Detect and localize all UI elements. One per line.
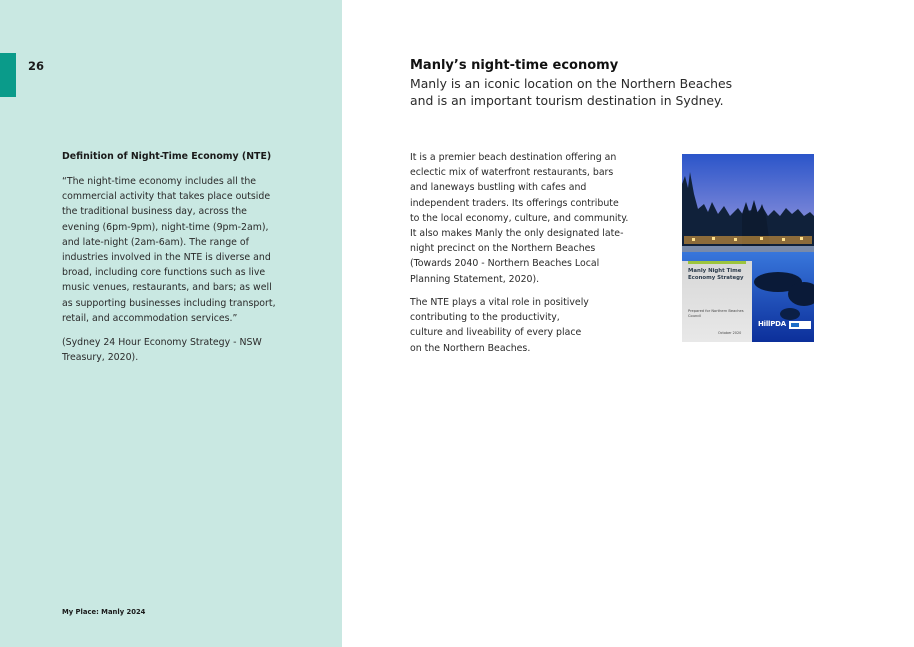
section-title: Manly’s night-time economy bbox=[410, 58, 619, 73]
cover-accent-bar bbox=[688, 261, 746, 264]
definition-heading: Definition of Night-Time Economy (NTE) bbox=[62, 151, 272, 162]
definition-quote: “The night-time economy includes all the commercial activity that takes place outside the traditional business day, across the evening (6pm-9pm), night-time (9pm-2am), and late-night (2am-6am). The range of industries involved in the NTE is diverse and broad, including core functions such as live music venues, restaurants, and bars; as well as supporting businesses including transport, retail, and accommodation services.” bbox=[62, 176, 276, 324]
cover-date: October 2020 bbox=[718, 331, 742, 335]
cover-prepared-for: Prepared for Northern Beaches Council bbox=[688, 309, 744, 318]
council-logo-mark-icon bbox=[791, 323, 799, 327]
page-tab bbox=[0, 53, 16, 97]
body-paragraph-1: It is a premier beach destination offering an eclectic mix of waterfront restaurants, bars and laneways bustling with cafes and independent traders. Its offerings contribute to the local economy, culture, and community. It also makes Manly the only designated late-night precinct on the Northern Beaches (Towards 2040 - Northern Beaches Local Planning Statement, 2020). bbox=[410, 152, 629, 285]
definition-source: (Sydney 24 Hour Economy Strategy - NSW Treasury, 2020). bbox=[62, 337, 262, 364]
cover-publisher-logo: HillPDA bbox=[758, 320, 787, 328]
body-paragraph-2: The NTE plays a vital role in positively contributing to the productivity, culture and liveability of every place on the Northern Beaches. bbox=[410, 297, 589, 354]
section-subtitle: Manly is an iconic location on the Northern Beaches and is an important tourism destination in Sydney. bbox=[410, 76, 733, 108]
cover-title: Manly Night Time Economy Strategy bbox=[688, 268, 744, 281]
footer-publication: My Place: Manly 2024 bbox=[62, 608, 146, 616]
report-cover-image bbox=[682, 154, 814, 342]
page-number: 26 bbox=[28, 59, 45, 73]
